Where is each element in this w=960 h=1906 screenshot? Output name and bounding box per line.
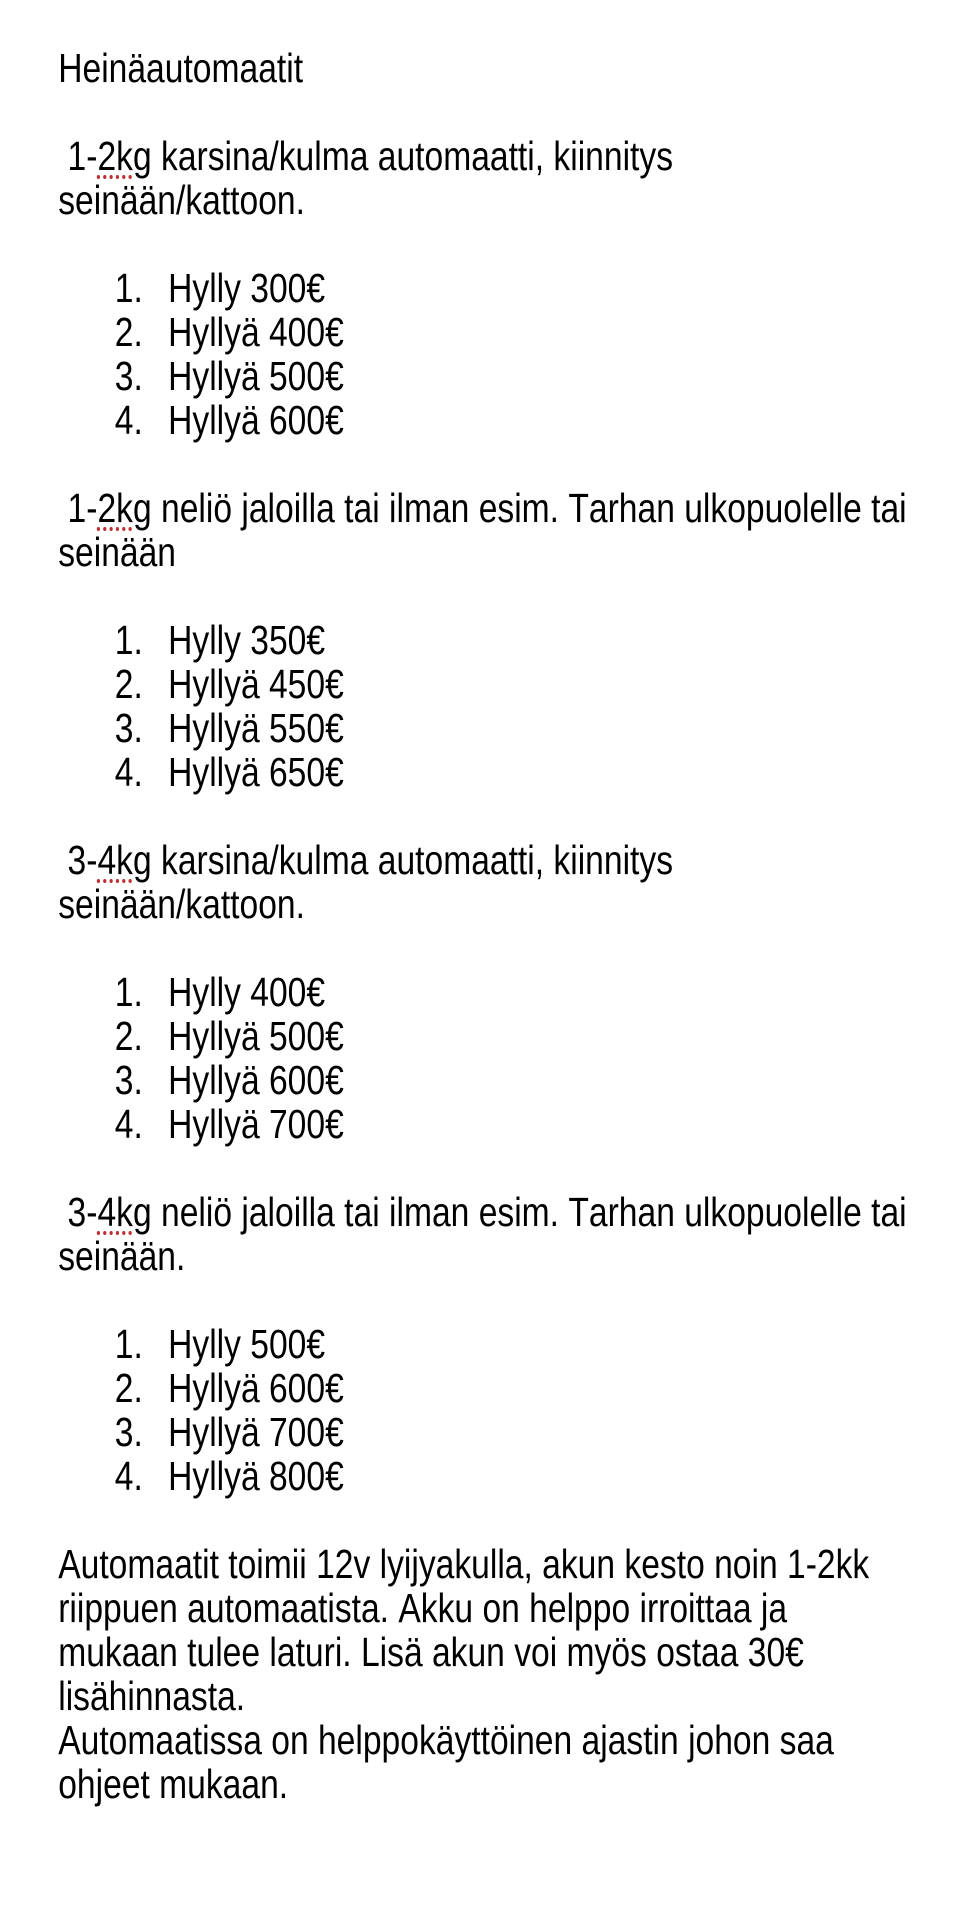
section-heading-line-1 (0, 486, 960, 530)
section-heading-line-2: seinään/kattoon. (58, 881, 305, 927)
heading-text: 1- (58, 485, 98, 531)
heading-text: neliö jaloilla tai ilman esim. Tarhan ulkopuolelle tai (151, 1189, 907, 1235)
list-item-label: Hyllyä 600€ (168, 1365, 344, 1411)
price-list-item (0, 266, 960, 310)
price-list-item (0, 1102, 960, 1146)
price-list-item (0, 1014, 960, 1058)
notes-paragraph-line: ohjeet mukaan. (58, 1761, 289, 1807)
list-item-marker: 2. (114, 309, 143, 355)
document-page (0, 46, 960, 1806)
price-list (0, 1322, 960, 1498)
list-item-label: Hyllyä 500€ (168, 1013, 344, 1059)
list-item-label: Hyllyä 500€ (168, 353, 344, 399)
list-item-marker: 4. (114, 397, 143, 443)
heading-text: 3- (58, 837, 98, 883)
list-item-marker: 1. (114, 617, 143, 663)
misspelled-word: 2kg (97, 133, 152, 179)
list-item-label: Hyllyä 400€ (168, 309, 344, 355)
price-list-item (0, 1366, 960, 1410)
price-list-item (0, 970, 960, 1014)
heading-text: karsina/kulma automaatti, kiinnitys (151, 133, 674, 179)
list-item-label: Hyllyä 700€ (168, 1101, 344, 1147)
list-item-label: Hylly 500€ (168, 1321, 326, 1367)
list-item-marker: 4. (114, 749, 143, 795)
list-item-marker: 4. (114, 1453, 143, 1499)
section-heading (0, 134, 960, 222)
list-item-label: Hyllyä 600€ (168, 1057, 344, 1103)
list-item-label: Hylly 350€ (168, 617, 326, 663)
price-list (0, 266, 960, 442)
price-list-item (0, 662, 960, 706)
section-heading-line-1 (0, 134, 960, 178)
list-item-label: Hyllyä 650€ (168, 749, 344, 795)
notes-paragraph (0, 1542, 960, 1806)
price-list-item (0, 1058, 960, 1102)
notes-paragraph-line: mukaan tulee laturi. Lisä akun voi myös ostaa 30€ (58, 1629, 804, 1675)
list-item-marker: 2. (114, 1365, 143, 1411)
list-item-label: Hyllyä 800€ (168, 1453, 344, 1499)
section-heading-line-2: seinään (58, 529, 176, 575)
misspelled-word: 4kg (97, 837, 152, 883)
price-list-item (0, 706, 960, 750)
list-item-marker: 2. (114, 1013, 143, 1059)
section-heading-line-2: seinään. (58, 1233, 186, 1279)
section-heading-line-2: seinään/kattoon. (58, 177, 305, 223)
price-list-item (0, 354, 960, 398)
heading-text: 3- (58, 1189, 98, 1235)
list-item-label: Hyllyä 550€ (168, 705, 344, 751)
price-list-item (0, 398, 960, 442)
section-heading (0, 1190, 960, 1278)
list-item-marker: 1. (114, 265, 143, 311)
list-item-marker: 2. (114, 661, 143, 707)
section-heading-line-1 (0, 1190, 960, 1234)
list-item-label: Hylly 300€ (168, 265, 326, 311)
misspelled-word: 4kg (97, 1189, 152, 1235)
notes-paragraph-line: Automaatissa on helppokäyttöinen ajastin johon saa (58, 1717, 834, 1763)
list-item-marker: 3. (114, 353, 143, 399)
list-item-marker: 3. (114, 1409, 143, 1455)
section-heading (0, 838, 960, 926)
list-item-label: Hyllyä 700€ (168, 1409, 344, 1455)
heading-text: 1- (58, 133, 98, 179)
list-item-label: Hyllyä 600€ (168, 397, 344, 443)
notes-paragraph-line: riippuen automaatista. Akku on helppo irroittaa ja (58, 1585, 788, 1631)
document-title: Heinäautomaatit (58, 45, 304, 91)
list-item-marker: 1. (114, 969, 143, 1015)
list-item-marker: 3. (114, 705, 143, 751)
price-list-item (0, 750, 960, 794)
section-heading-line-1 (0, 838, 960, 882)
list-item-marker: 4. (114, 1101, 143, 1147)
price-list-item (0, 310, 960, 354)
list-item-marker: 1. (114, 1321, 143, 1367)
notes-paragraph-line: Automaatit toimii 12v lyijyakulla, akun kesto noin 1-2kk (58, 1541, 870, 1587)
notes-paragraph-line: lisähinnasta. (58, 1673, 246, 1719)
price-list-item (0, 1454, 960, 1498)
heading-text: karsina/kulma automaatti, kiinnitys (151, 837, 674, 883)
misspelled-word: 2kg (97, 485, 152, 531)
list-item-marker: 3. (114, 1057, 143, 1103)
section-heading (0, 486, 960, 574)
price-list (0, 618, 960, 794)
list-item-label: Hylly 400€ (168, 969, 326, 1015)
heading-text: neliö jaloilla tai ilman esim. Tarhan ulkopuolelle tai (151, 485, 907, 531)
price-list-item (0, 1410, 960, 1454)
price-list-item (0, 618, 960, 662)
list-item-label: Hyllyä 450€ (168, 661, 344, 707)
price-list-item (0, 1322, 960, 1366)
price-list (0, 970, 960, 1146)
